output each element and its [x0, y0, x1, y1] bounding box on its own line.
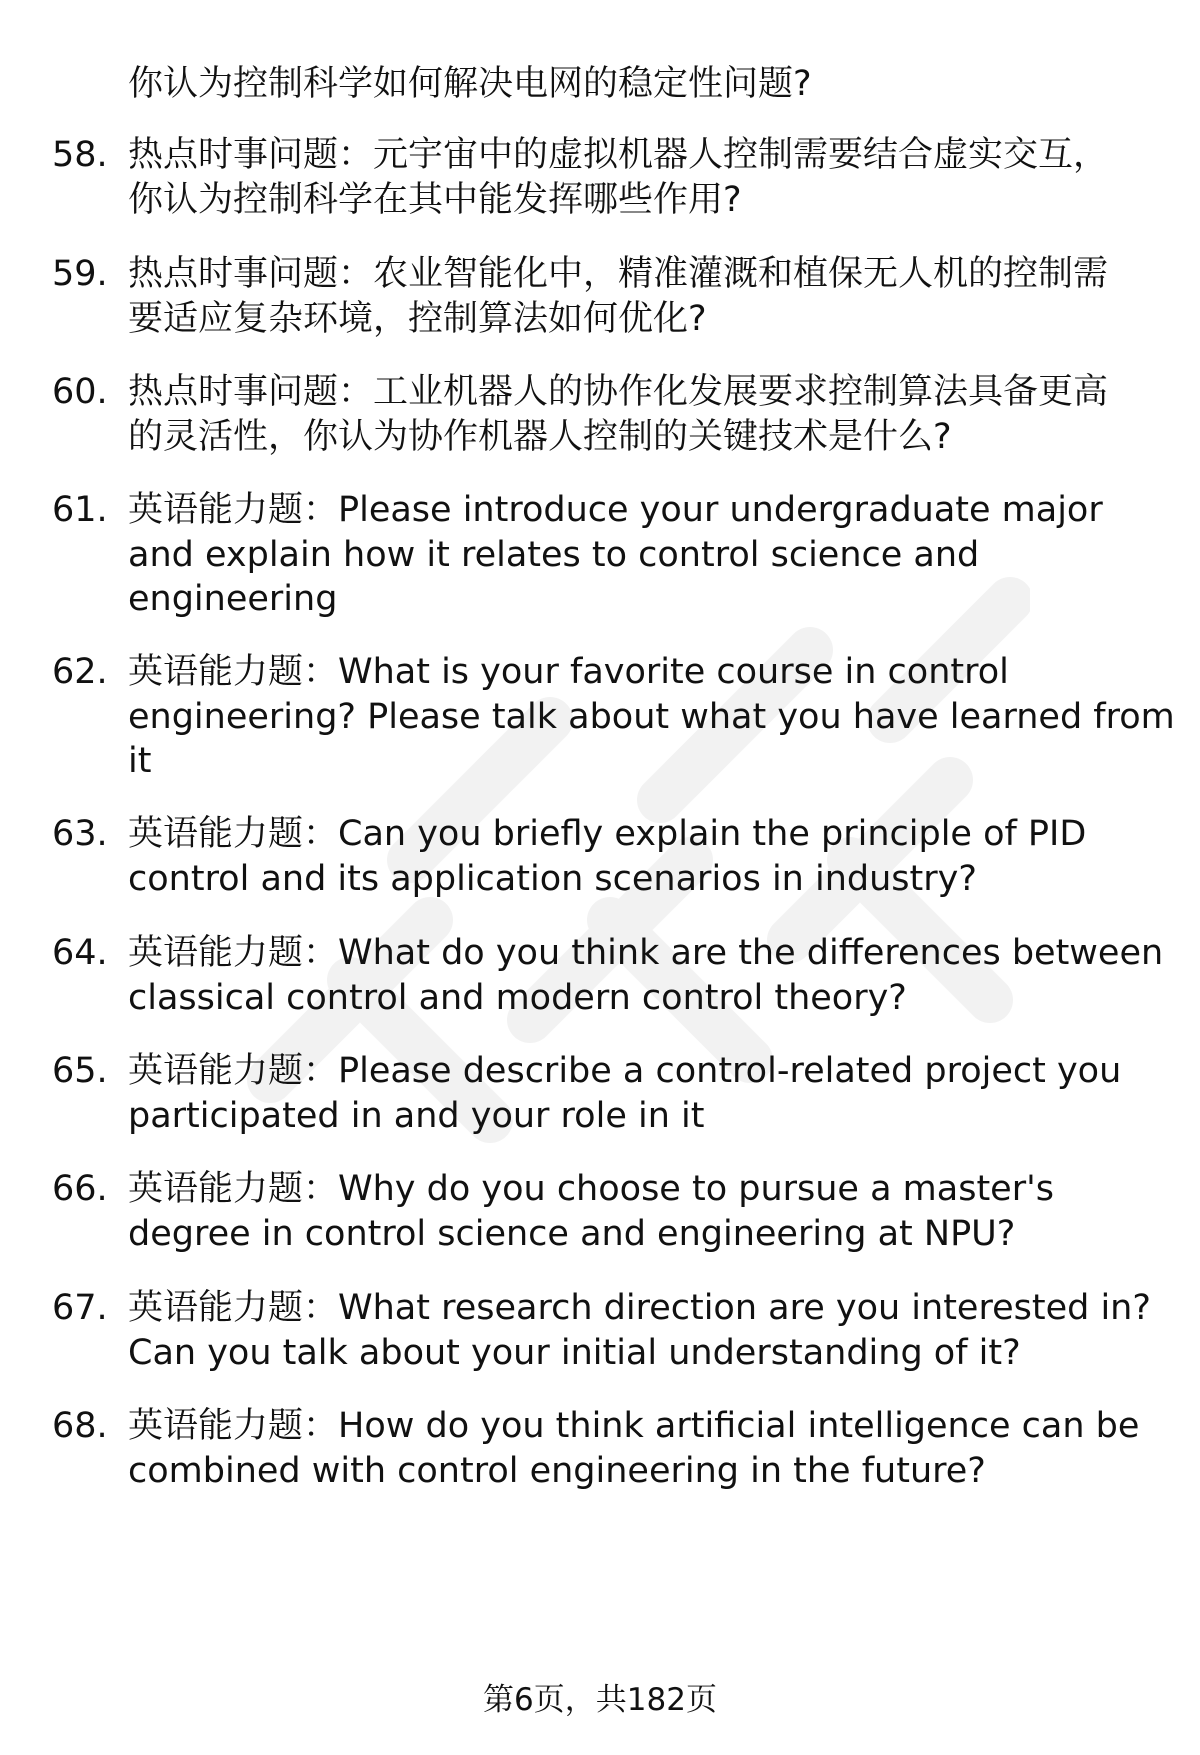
item-text-line: 英语能力题：Please introduce your undergraduate major [128, 490, 1103, 530]
item-number: 64. [52, 933, 108, 973]
item-text-line: control and its application scenarios in industry? [128, 859, 977, 899]
item-number: 61. [52, 490, 108, 530]
item-text-line: 英语能力题：Can you briefly explain the principle of PID [128, 814, 1087, 854]
item-text-line: engineering? Please talk about what you have learned from [128, 697, 1175, 737]
item-number: 66. [52, 1169, 108, 1209]
item-number: 63. [52, 814, 108, 854]
item-text-line: 的灵活性，你认为协作机器人控制的关键技术是什么? [128, 417, 952, 457]
item-number: 60. [52, 372, 108, 412]
item-text-line: classical control and modern control theory? [128, 978, 907, 1018]
item-text-line: Can you talk about your initial understanding of it? [128, 1333, 1021, 1373]
item-number: 58. [52, 135, 108, 175]
item-text-line: it [128, 741, 152, 781]
item-number: 67. [52, 1288, 108, 1328]
page-footer: 第6页，共182页 [483, 1682, 717, 1718]
item-text-line: 要适应复杂环境，控制算法如何优化? [128, 299, 707, 339]
item-text-line: 热点时事问题：工业机器人的协作化发展要求控制算法具备更高 [128, 372, 1109, 412]
item-number: 68. [52, 1406, 108, 1446]
item-text-line: 英语能力题：What research direction are you interested in? [128, 1288, 1151, 1328]
item-text-line: 英语能力题：Please describe a control-related project you [128, 1051, 1122, 1091]
item-text-line: and explain how it relates to control science and [128, 535, 980, 575]
item-text-line: 你认为控制科学在其中能发挥哪些作用? [128, 180, 742, 220]
item-text-line: 英语能力题：How do you think artificial intelligence can be [128, 1406, 1140, 1446]
item-text-line: degree in control science and engineering at NPU? [128, 1214, 1016, 1254]
item-text-line: combined with control engineering in the future? [128, 1451, 986, 1491]
item-number: 65. [52, 1051, 108, 1091]
item-number: 59. [52, 254, 108, 294]
item-text-line: 热点时事问题：农业智能化中，精准灌溉和植保无人机的控制需 [128, 254, 1109, 294]
item-text-line: engineering [128, 579, 338, 619]
item-number: 62. [52, 652, 108, 692]
item-text-line: 英语能力题：Why do you choose to pursue a master's [128, 1169, 1054, 1209]
item-text-line: 英语能力题：What do you think are the differences between [128, 933, 1164, 973]
continuation-text: 你认为控制科学如何解决电网的稳定性问题? [128, 64, 812, 104]
item-text-line: 英语能力题：What is your favorite course in control [128, 652, 1009, 692]
item-text-line: 热点时事问题：元宇宙中的虚拟机器人控制需要结合虚实交互， [128, 135, 1109, 175]
item-text-line: participated in and your role in it [128, 1096, 705, 1136]
